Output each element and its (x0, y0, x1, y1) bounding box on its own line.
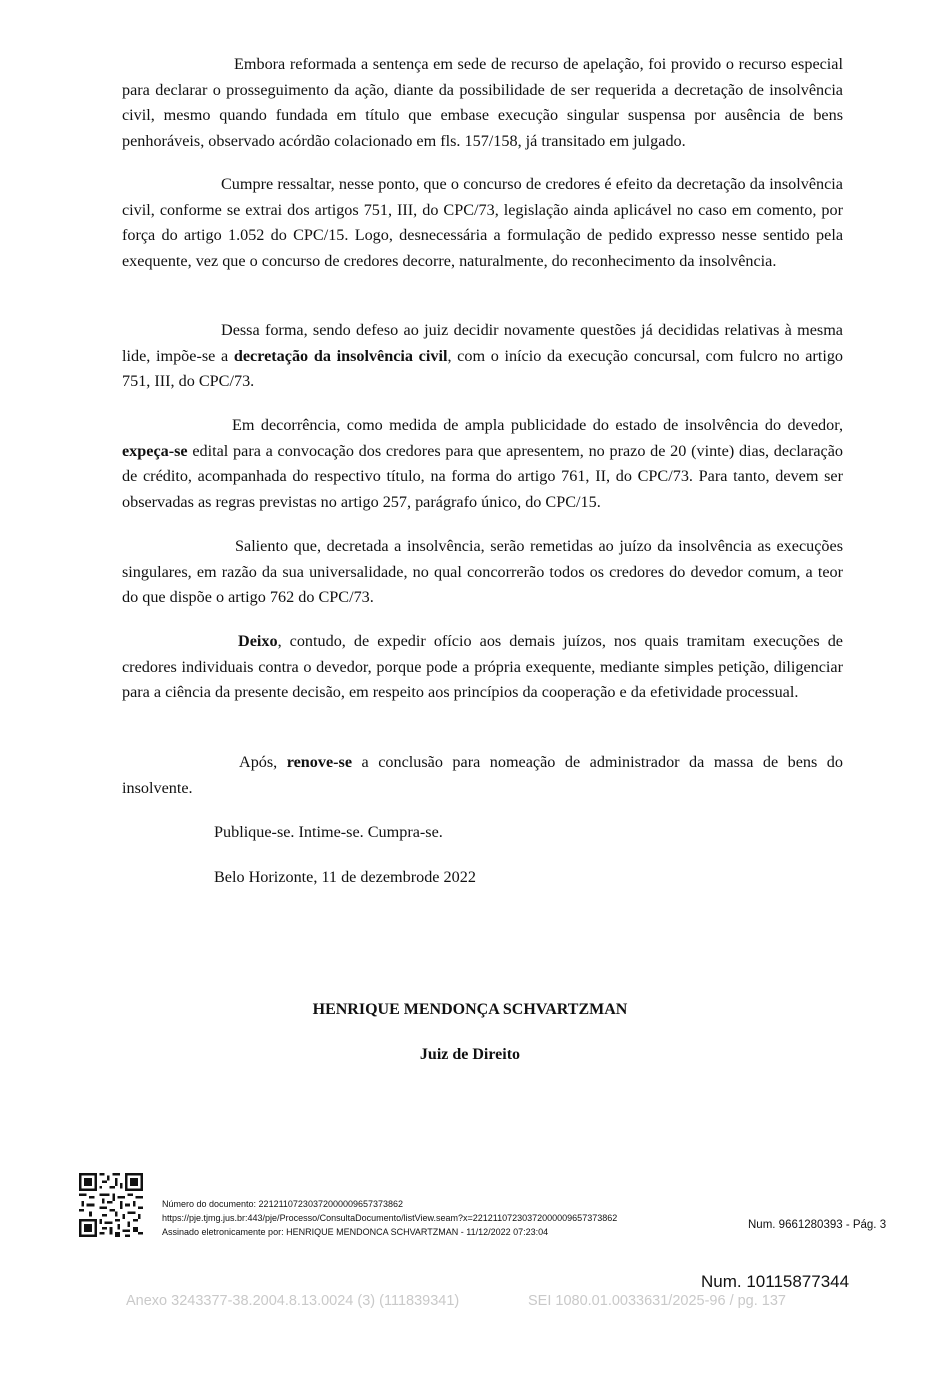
stamp-number: Num. 10115877344 (701, 1272, 850, 1291)
paragraph-1: Embora reformada a sentença em sede de recurso de apelação, foi provido o recurso especial para declarar o prosseguimento da ação, diante da possibilidade de ser requerida a decretação de insolvência civil, mesmo quando fundada em título que embase execução singular suspensa por ausência de bens penhoráveis, observado acórdão colacionado em fls. 157/158, já transitado em julgado. (122, 55, 843, 150)
signature-name: HENRIQUE MENDONÇA SCHVARTZMAN (312, 1001, 628, 1018)
signature-title: Juiz de Direito (419, 1046, 521, 1063)
paragraph-3: Dessa forma, sendo defeso ao juiz decidir novamente questões já decididas relativas à mesma lide, impõe-se a decretação da insolvência civil, com o início da execução concursal, com fulcro no artigo 751, III, do CPC/73. (122, 321, 844, 390)
emphasis-renove-se: renove-se (286, 753, 353, 771)
footer-doc-number: Número do documento: 22121107230372000009657373862 (162, 1199, 404, 1209)
emphasis-expeca-se: expeça-se (122, 441, 188, 460)
footer-signed: Assinado eletronicamente por: HENRIQUE MENDONCA SCHVARTZMAN - 11/12/2022 07:23:04 (162, 1227, 549, 1237)
paragraph-6: Deixo, contudo, de expedir ofício aos demais juízos, nos quais tramitam execuções de credores individuais contra o devedor, porque pode a própria exequente, mediante simples petição, diligenciar para a ciência da presente decisão, em respeito aos princípios da cooperação e da efetividade processual. (122, 632, 843, 701)
page-reference: Num. 9661280393 - Pág. 3 (748, 1219, 887, 1231)
stamp-sei: SEI 1080.01.0033631/2025-96 / pg. 137 (528, 1293, 786, 1309)
footer-url[interactable]: https://pje.tjmg.jus.br:443/pje/Processo/ConsultaDocumento/listView.seam?x=22121107230372000009657373862 (162, 1213, 618, 1223)
date-line: Belo Horizonte, 11 de dezembrode 2022 (214, 868, 476, 886)
stamp-annex: Anexo 3243377-38.2004.8.13.0024 (3) (111839341) (126, 1293, 460, 1309)
paragraph-7: Após, renove-se a conclusão para nomeação de administrador da massa de bens do insolvente. (122, 753, 843, 797)
paragraph-5: Saliento que, decretada a insolvência, serão remetidas ao juízo da insolvência as execuções singulares, em razão da sua universalidade, no qual concorrerão todos os credores do devedor comum, a teor do que dispõe o artigo 762 do CPC/73. (122, 537, 843, 606)
paragraph-2: Cumpre ressaltar, nesse ponto, que o concurso de credores é efeito da decretação da insolvência civil, conforme se extrai dos artigos 751, III, do CPC/73, legislação ainda aplicável no caso em comento, por força do artigo 1.052 do CPC/15. Logo, desnecessária a formulação de pedido expresso nesse sentido pela exequente, vez que o concurso de credores decorre, naturalmente, do reconhecimento da insolvência. (122, 175, 843, 270)
emphasis-decretacao: decretação da insolvência civil (233, 346, 448, 365)
emphasis-deixo: Deixo (238, 632, 278, 650)
qr-code-icon (79, 1173, 143, 1237)
paragraph-4: Em decorrência, como medida de ampla publicidade do estado de insolvência do devedor, expeça-se edital para a convocação dos credores para que apresentem, no prazo de 20 (vinte) dias, declaração de crédito, acompanhada do respectivo título, na forma do artigo 761, II, do CPC/73. Para tanto, devem ser observadas as regras previstas no artigo 257, parágrafo único, do CPC/15. (122, 416, 843, 511)
closing-line: Publique-se. Intime-se. Cumpra-se. (214, 823, 443, 841)
